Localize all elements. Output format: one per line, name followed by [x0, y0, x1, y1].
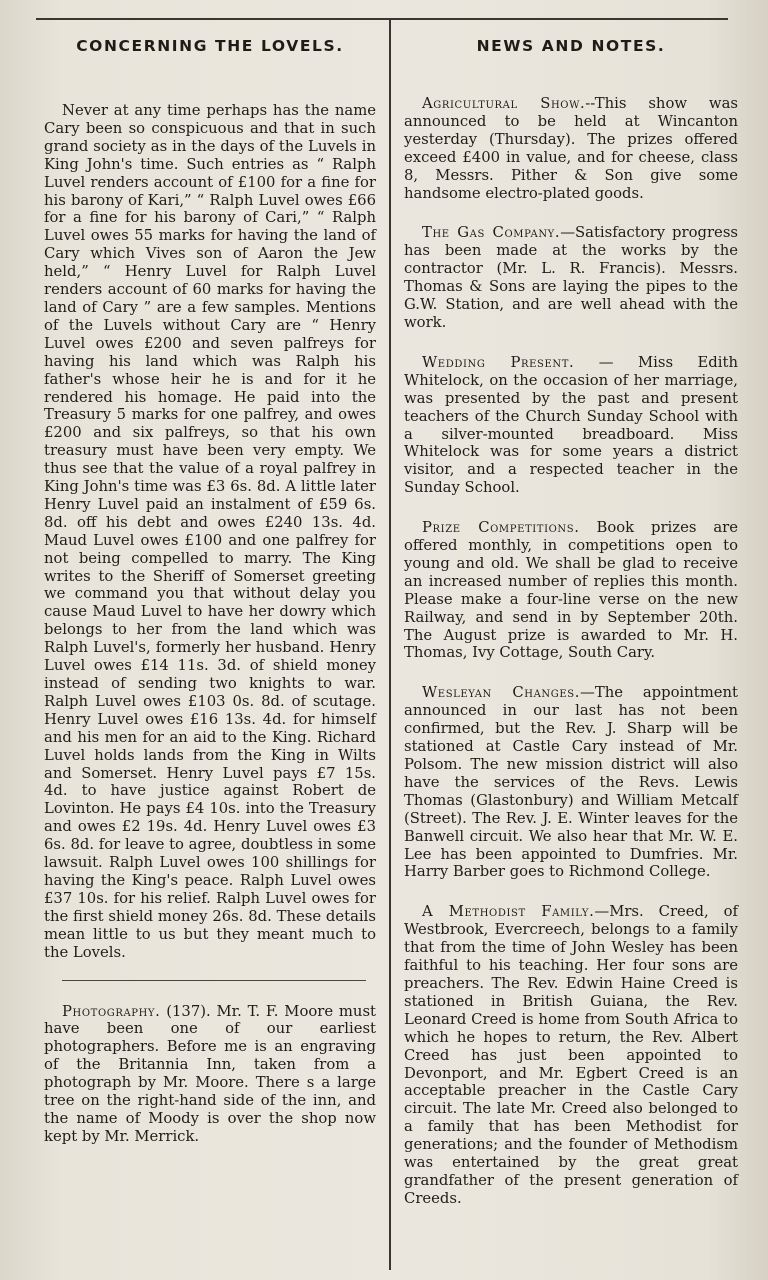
news-item [404, 519, 738, 662]
right-column [404, 30, 738, 1230]
lovels-article: Never at any time perhaps has the name Cary been so conspicuous and that in such grand society as in the days of the Luvels in King John's time. Such entries as “ Ralph Luvel renders account of £100 for a fine for his barony of Kari,” “ Ralph Luvel owes £66 for a fine for his barony of Cari,” “ Ralph Luvel owes 55 marks for having the land of Cary which Vives son of Aaron the Jew held,” “ Henry Luvel for Ralph Luvel renders account of 60 marks for having the land of Cary ” are a few samples. Mentions of the Luvels without Cary are “ Henry Luvel owes £200 and seven palfreys for having his land which was Ralph his father's whose heir he is and for it he rendered his homage. He paid into the Treasury 5 marks for one palfrey, and owes £200 and six palfreys, so that his own treasury must have been very empty. We thus see that the value of a royal palfrey in King John's time was £3 6s. 8d. A little later Henry Luvel paid an instalment of £59 6s. 8d. off his debt and owes £240 13s. 4d. Maud Luvel owes £100 and one palfrey for not being compelled to marry. The King writes to the Sheriff of Somerset greeting we command you that without delay you cause Maud Luvel to have her dowry which belongs to her from the land which was Ralph Luvel's, formerly her husband. Henry Luvel owes £14 11s. 3d. of shield money instead of sending two knights to war. Ralph Luvel owes £103 0s. 8d. of scutage. Henry Luvel owes £16 13s. 4d. for himself and his men for an aid to the King. Richard Luvel holds lands from the King in Wilts and Somerset. Henry Luvel pays £7 15s. 4d. to have justice against Robert de Lovinton. He pays £4 10s. into the Treasury and owes £2 19s. 4d. Henry Luvel owes £3 6s. 8d. for leave to agree, doubtless in some lawsuit. Ralph Luvel owes 100 shillings for having the King's peace. Ralph Luvel owes £37 10s. for his relief. Ralph Luvel owes for the first shield money 26s. 8d. These details mean little to us but they meant much to the Lovels. [44, 102, 376, 961]
top-rule [36, 18, 728, 20]
section-separator [62, 980, 366, 981]
news-item-body: —Satisfactory progress has been made at the works by the contractor (Mr. L. R. Francis). Messrs. Thomas & Sons are laying the pipes to the G.W. Station, and are well ahead with the work. [404, 224, 739, 331]
news-item-lead: The Gas Company. [422, 224, 561, 242]
news-item [404, 903, 738, 1207]
news-heading: NEWS AND NOTES. [476, 37, 666, 55]
news-item-lead: Prize Competitions. [422, 519, 580, 537]
news-item-lead: Wesleyan Changes. [422, 684, 581, 702]
photography-lead: Photography. [62, 1002, 161, 1020]
news-item-body: — Miss Edith Whitelock, on the occasion of her marriage, was presented by the past and present teachers of the Church Sunday School with a silver-mounted breadboard. Miss Whitelock was for some years a district visitor, and a respected teacher in the Sunday School. [404, 353, 738, 497]
news-item [404, 684, 738, 881]
news-item-lead: A Methodist Family. [422, 903, 595, 921]
lovels-heading: CONCERNING THE LOVELS. [76, 37, 344, 55]
news-item-body: --This show was announced to be held at Wincanton yesterday (Thursday). The prizes offered exceed £400 in value, and for cheese, class 8, Messrs. Pither & Son give some handsome electro-plated goods. [404, 95, 738, 202]
news-item-body: —Mrs. Creed, of Westbrook, Evercreech, belongs to a family that from the time of John Wesley has been faithful to his teaching. Her four sons are preachers. The Rev. Edwin Haine Creed is stationed in British Guiana, the Rev. Leonard Creed is home from South Africa to which he hopes to return, the Rev. Albert Creed has just been appointed to Devonport, and Mr. Egbert Creed is an acceptable preacher in the Castle Cary circuit. The late Mr. Creed also belonged to a family that has been Methodist for generations; and the founder of Methodism was entertained by the great great grandfather of the present generation of Creeds. [404, 903, 738, 1207]
news-item [404, 95, 738, 202]
news-item-body: Book prizes are offered monthly, in competitions open to young and old. We shall be glad to receive an increased number of replies this month. Please make a four-line verse on the new Railway, and send in by September 20th. The August prize is awarded to Mr. H. Thomas, Ivy Cottage, South Cary. [404, 519, 738, 662]
news-item [404, 224, 738, 331]
left-column [44, 30, 376, 1146]
news-item-lead: Wedding Present. [422, 353, 575, 371]
column-divider [389, 20, 391, 1270]
photography-body: (137). Mr. T. F. Moore must have been one of our earliest photographers. Before me is an engraving of the Britannia Inn, taken from a photograph by Mr. Moore. There s a large tree on the right-hand side of the inn, and the name of Moody is over the shop now kept by Mr. Merrick. [44, 1002, 376, 1145]
news-item [404, 354, 738, 497]
news-item-body: —The appointment announced in our last has not been confirmed, but the Rev. J. Sharp will be stationed at Castle Cary instead of Mr. Polsom. The new mission district will also have the services of the Revs. Lewis Thomas (Glastonbury) and William Metcalf (Street). The Rev. J. E. Winter leaves for the Banwell circuit. We also hear that Mr. W. E. Lee has been appointed to Dumfries. Mr. Harry Barber goes to Richmond College. [404, 684, 738, 881]
news-item-lead: Agricultural Show. [422, 95, 586, 112]
photography-item [44, 1003, 376, 1146]
